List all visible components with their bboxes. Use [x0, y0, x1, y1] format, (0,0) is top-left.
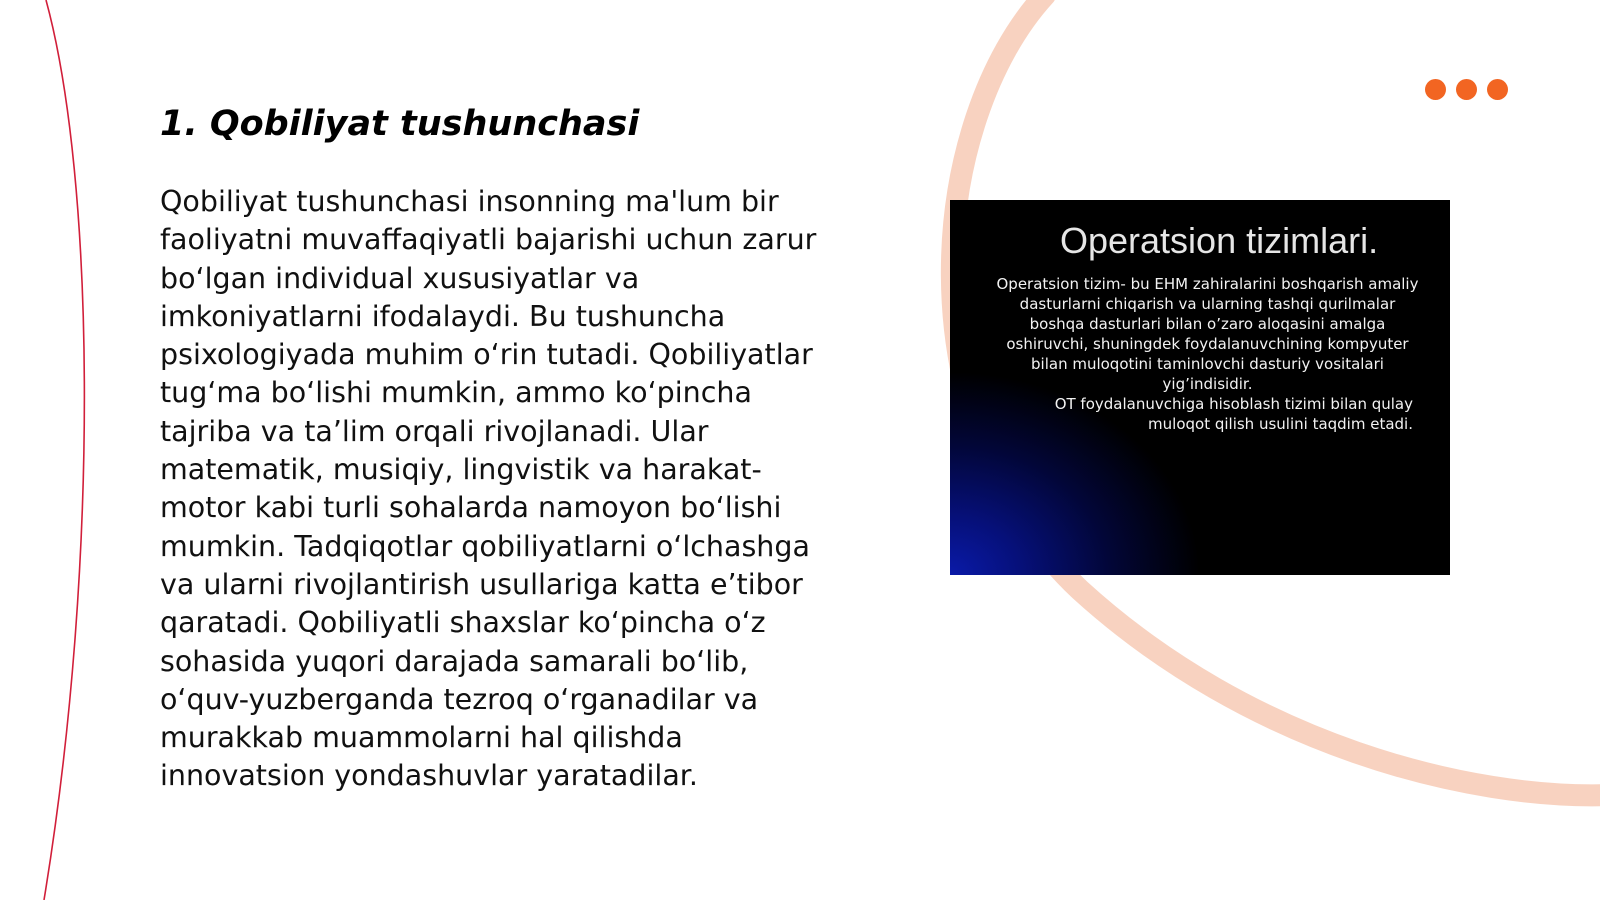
- dot-icon: [1425, 79, 1446, 100]
- dot-icon: [1487, 79, 1508, 100]
- slide-body-text: Qobiliyat tushunchasi insonning ma'lum bir faoliyatni muvaffaqiyatli bajarishi uchun zarur bo‘lgan individual xususiyatlar va imkoniyatlarni ifodalaydi. Bu tushuncha psixologiyada muhim o‘rin tutadi. Qobiliyatlar tug‘ma bo‘lishi mumkin, ammo ko‘pincha tajriba va ta’lim orqali rivojlanadi. Ular matematik, musiqiy, lingvistik va harakat-motor kabi turli sohalarda namoyon bo‘lishi mumkin. Tadqiqotlar qobiliyatlarni o‘lchashga va ularni rivojlantirish usullariga katta e’tibor qaratadi. Qobiliyatli shaxslar ko‘pincha o‘z sohasida yuqori darajada samarali bo‘lib, o‘quv-yuzberganda tezroq o‘rganadilar va murakkab muammolarni hal qilishda innovatsion yondashuvlar yaratadilar.: [160, 185, 817, 793]
- left-curve-decoration: [44, 0, 84, 900]
- dot-icon: [1456, 79, 1477, 100]
- slide-title: 1. Qobiliyat tushunchasi: [160, 104, 640, 144]
- image-paragraph: Operatsion tizim- bu EHM zahiralarini boshqarish amaliy dasturlarni chiqarish va ularning tashqi qurilmalar boshqa dasturlari bilan o’zaro aloqasini amalga oshiruvchi, shuningdek foydalanuvchining kompyuter bilan muloqotini taminlovchi dasturiy vositalari yig’indisidir.: [996, 275, 1419, 393]
- three-dots-icon: [1425, 79, 1515, 101]
- image-title: Operatsion tizimlari.: [1060, 220, 1379, 261]
- embedded-slide-image: [950, 200, 1450, 575]
- image-text: [990, 274, 1425, 434]
- image-paragraph: OT foydalanuvchiga hisoblash tizimi bilan qulay muloqot qilish usulini taqdim etadi.: [1054, 395, 1413, 433]
